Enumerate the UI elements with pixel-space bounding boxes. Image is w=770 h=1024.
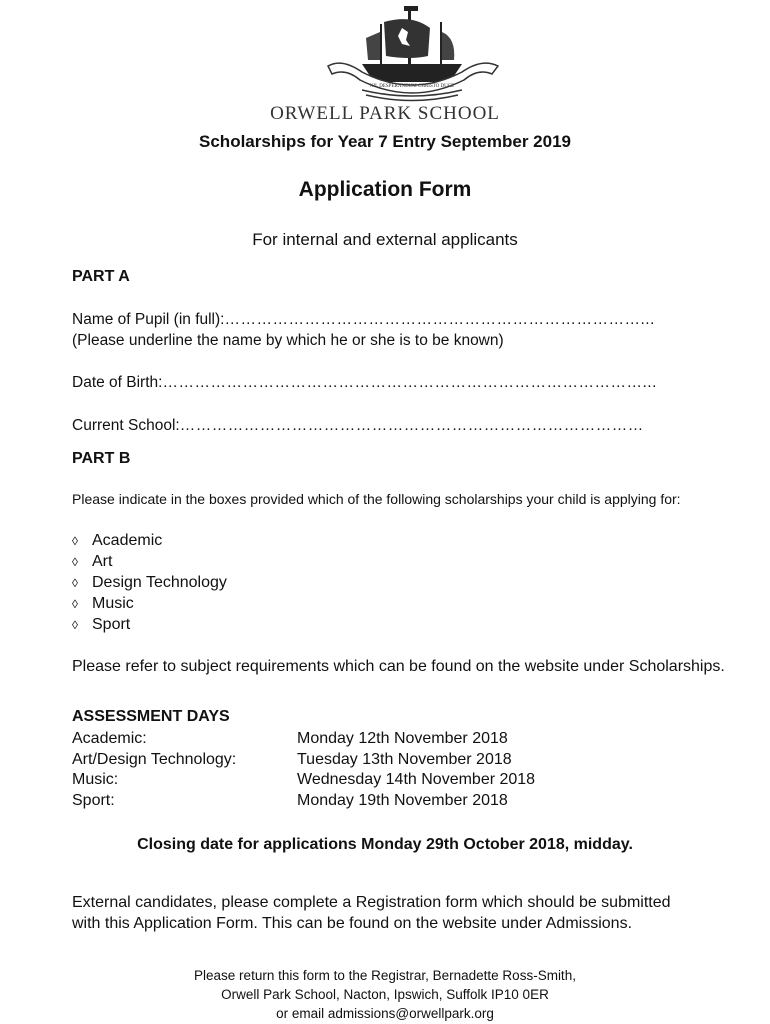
part-b-heading: PART B xyxy=(72,450,131,467)
part-a-heading: PART A xyxy=(72,268,130,285)
assessment-subject: Music: xyxy=(72,771,119,788)
checkbox-diamond-icon[interactable]: ◊ xyxy=(72,597,78,611)
school-crest-logo xyxy=(322,2,502,102)
pupil-name-input-line[interactable]: ……………………………………………………………………... xyxy=(224,311,655,328)
form-subtitle: For internal and external applicants xyxy=(252,230,518,249)
dob-label: Date of Birth: xyxy=(72,374,163,391)
pupil-name-field[interactable] xyxy=(72,311,655,329)
dob-field[interactable] xyxy=(72,374,657,392)
footer-address: Orwell Park School, Nacton, Ipswich, Suffolk IP10 0ER xyxy=(221,987,549,1002)
scholarship-option-art[interactable] xyxy=(72,553,112,571)
assessment-date: Monday 12th November 2018 xyxy=(297,730,508,747)
closing-date: Closing date for applications Monday 29th October 2018, midday. xyxy=(137,836,633,853)
assessment-subject: Sport: xyxy=(72,792,115,809)
current-school-field[interactable] xyxy=(72,417,644,435)
pupil-name-note: (Please underline the name by which he or she is to be known) xyxy=(72,332,504,349)
assessment-date: Wednesday 14th November 2018 xyxy=(297,771,536,788)
scholarship-option-sport[interactable] xyxy=(72,616,130,634)
document-title: Scholarships for Year 7 Entry September 2019 xyxy=(199,132,571,151)
external-candidates-note-line2: with this Application Form. This can be found on the website under Admissions. xyxy=(72,915,633,932)
checkbox-diamond-icon[interactable]: ◊ xyxy=(72,576,78,590)
pupil-name-label: Name of Pupil (in full): xyxy=(72,311,225,328)
external-candidates-note-line1: External candidates, please complete a Registration form which should be submitted xyxy=(72,894,671,911)
assessment-days-heading: ASSESSMENT DAYS xyxy=(72,708,230,725)
scholarship-option-music[interactable] xyxy=(72,595,134,613)
form-title: Application Form xyxy=(298,178,472,201)
dob-input-line[interactable]: ………………………………………………………………………………... xyxy=(162,374,657,391)
assessment-date: Monday 19th November 2018 xyxy=(297,792,508,809)
scholarship-instruction: Please indicate in the boxes provided which of the following scholarships your child is applying for: xyxy=(72,491,681,507)
checkbox-diamond-icon[interactable]: ◊ xyxy=(72,555,78,569)
checkbox-diamond-icon[interactable]: ◊ xyxy=(72,534,78,548)
svg-text:NIL DESPERANDUM CHRISTO DUCE: NIL DESPERANDUM CHRISTO DUCE xyxy=(369,84,455,89)
assessment-subject: Art/Design Technology: xyxy=(72,751,237,768)
checkbox-diamond-icon[interactable]: ◊ xyxy=(72,618,78,632)
scholarship-option-academic[interactable] xyxy=(72,532,162,550)
option-label: Academic xyxy=(92,532,163,549)
scholarship-option-design-technology[interactable] xyxy=(72,574,227,592)
option-label: Art xyxy=(92,553,113,570)
subject-requirements-note: Please refer to subject requirements which can be found on the website under Scholarships. xyxy=(72,658,725,675)
footer-email: or email admissions@orwellpark.org xyxy=(276,1006,494,1021)
assessment-subject: Academic: xyxy=(72,730,147,747)
school-name: ORWELL PARK SCHOOL xyxy=(270,103,500,124)
option-label: Music xyxy=(92,595,134,612)
footer-line1: Please return this form to the Registrar, Bernadette Ross-Smith, xyxy=(194,968,576,983)
current-school-input-line[interactable]: …………………………………………………………………………… xyxy=(179,417,644,434)
option-label: Design Technology xyxy=(92,574,227,591)
assessment-date: Tuesday 13th November 2018 xyxy=(297,751,512,768)
current-school-label: Current School: xyxy=(72,417,180,434)
option-label: Sport xyxy=(92,616,131,633)
